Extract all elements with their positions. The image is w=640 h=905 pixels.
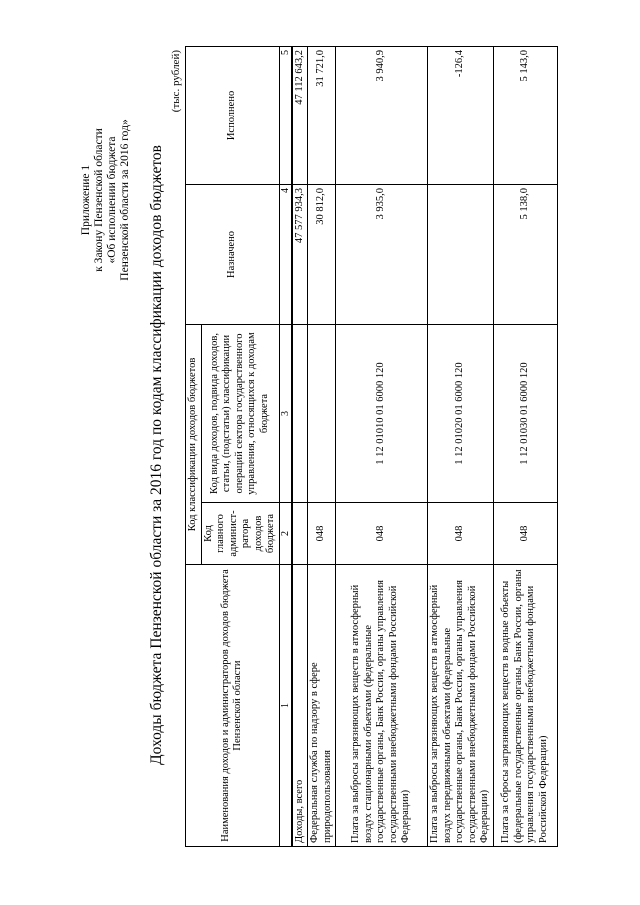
table-header-row <box>186 46 202 846</box>
row-planned: 47 577 934,3 <box>292 184 308 324</box>
row-income-code: 1 12 01010 01 6000 120 <box>336 324 428 502</box>
row-name: Доходы, всего <box>292 565 308 847</box>
table-row <box>336 46 428 846</box>
table-row-administrator <box>308 46 336 846</box>
table-row <box>428 46 494 846</box>
row-admin-code: 048 <box>493 503 557 565</box>
row-income-code: 1 12 01030 01 6000 120 <box>493 324 557 502</box>
row-income-code <box>308 324 336 502</box>
row-executed: 31 721,0 <box>308 46 336 184</box>
row-planned: 3 935,0 <box>336 184 428 324</box>
header-income-code: Код вида доходов, подвида доходов, статьи, (подстатьи) классификации операций сектора государственного управления, относящихся к доходам бюджета <box>201 324 279 502</box>
column-number: 5 <box>279 46 292 184</box>
row-executed: 5 143,0 <box>493 46 557 184</box>
units-label: (тыс. рублей) <box>170 50 182 113</box>
header-executed: Исполнено <box>186 46 280 184</box>
header-planned: Назначено <box>186 184 280 324</box>
row-planned: 5 138,0 <box>493 184 557 324</box>
header-name: Наименования доходов и администраторов доходов бюджета Пензенской области <box>186 565 280 847</box>
row-name: Плата за сбросы загрязняющих веществ в водные объекты (федеральные государственные органы, Банк России, органы управления государственными внебюджетными фондами Российской Федерации) <box>493 565 557 847</box>
table-row-total <box>292 46 308 846</box>
column-number: 2 <box>279 503 292 565</box>
row-admin-code: 048 <box>308 503 336 565</box>
row-name: Плата за выбросы загрязняющих веществ в атмосферный воздух передвижными объектами (федеральные государственные органы, Банк России, органы управления государственными внебюджетными фондами Российской Федерации) <box>428 565 494 847</box>
row-admin-code <box>292 503 308 565</box>
row-planned: 30 812,0 <box>308 184 336 324</box>
column-number: 3 <box>279 324 292 502</box>
header-admin-code: Код главного админист-ратора доходов бюджета <box>201 503 279 565</box>
row-name: Федеральная служба по надзору в сфере природопользования <box>308 565 336 847</box>
row-name: Плата за выбросы загрязняющих веществ в атмосферный воздух стационарными объектами (федеральные государственные органы, Банк России, органы управления государственными внебюджетными фондами Российской Федерации) <box>336 565 428 847</box>
appendix-law-title-cont: Пензенской области за 2016 год» <box>119 119 131 281</box>
column-number-row <box>279 46 292 846</box>
row-income-code <box>292 324 308 502</box>
appendix-law: к Закону Пензенской области <box>93 128 105 272</box>
row-admin-code: 048 <box>336 503 428 565</box>
row-planned <box>428 184 494 324</box>
row-executed: -126,4 <box>428 46 494 184</box>
appendix-law-title: «Об исполнении бюджета <box>106 136 118 264</box>
column-number: 4 <box>279 184 292 324</box>
row-income-code: 1 12 01020 01 6000 120 <box>428 324 494 502</box>
row-executed: 3 940,9 <box>336 46 428 184</box>
row-admin-code: 048 <box>428 503 494 565</box>
header-code-group: Код классификации доходов бюджетов <box>186 324 202 564</box>
row-executed: 47 112 643,2 <box>292 46 308 184</box>
appendix-header <box>80 50 132 350</box>
appendix-number: Приложение 1 <box>80 164 92 236</box>
column-number: 1 <box>279 565 292 847</box>
income-table <box>185 46 558 847</box>
document-title: Доходы бюджета Пензенской области за 2016 год по кодам классификации доходов бюджетов <box>148 145 165 765</box>
table-row <box>493 46 557 846</box>
